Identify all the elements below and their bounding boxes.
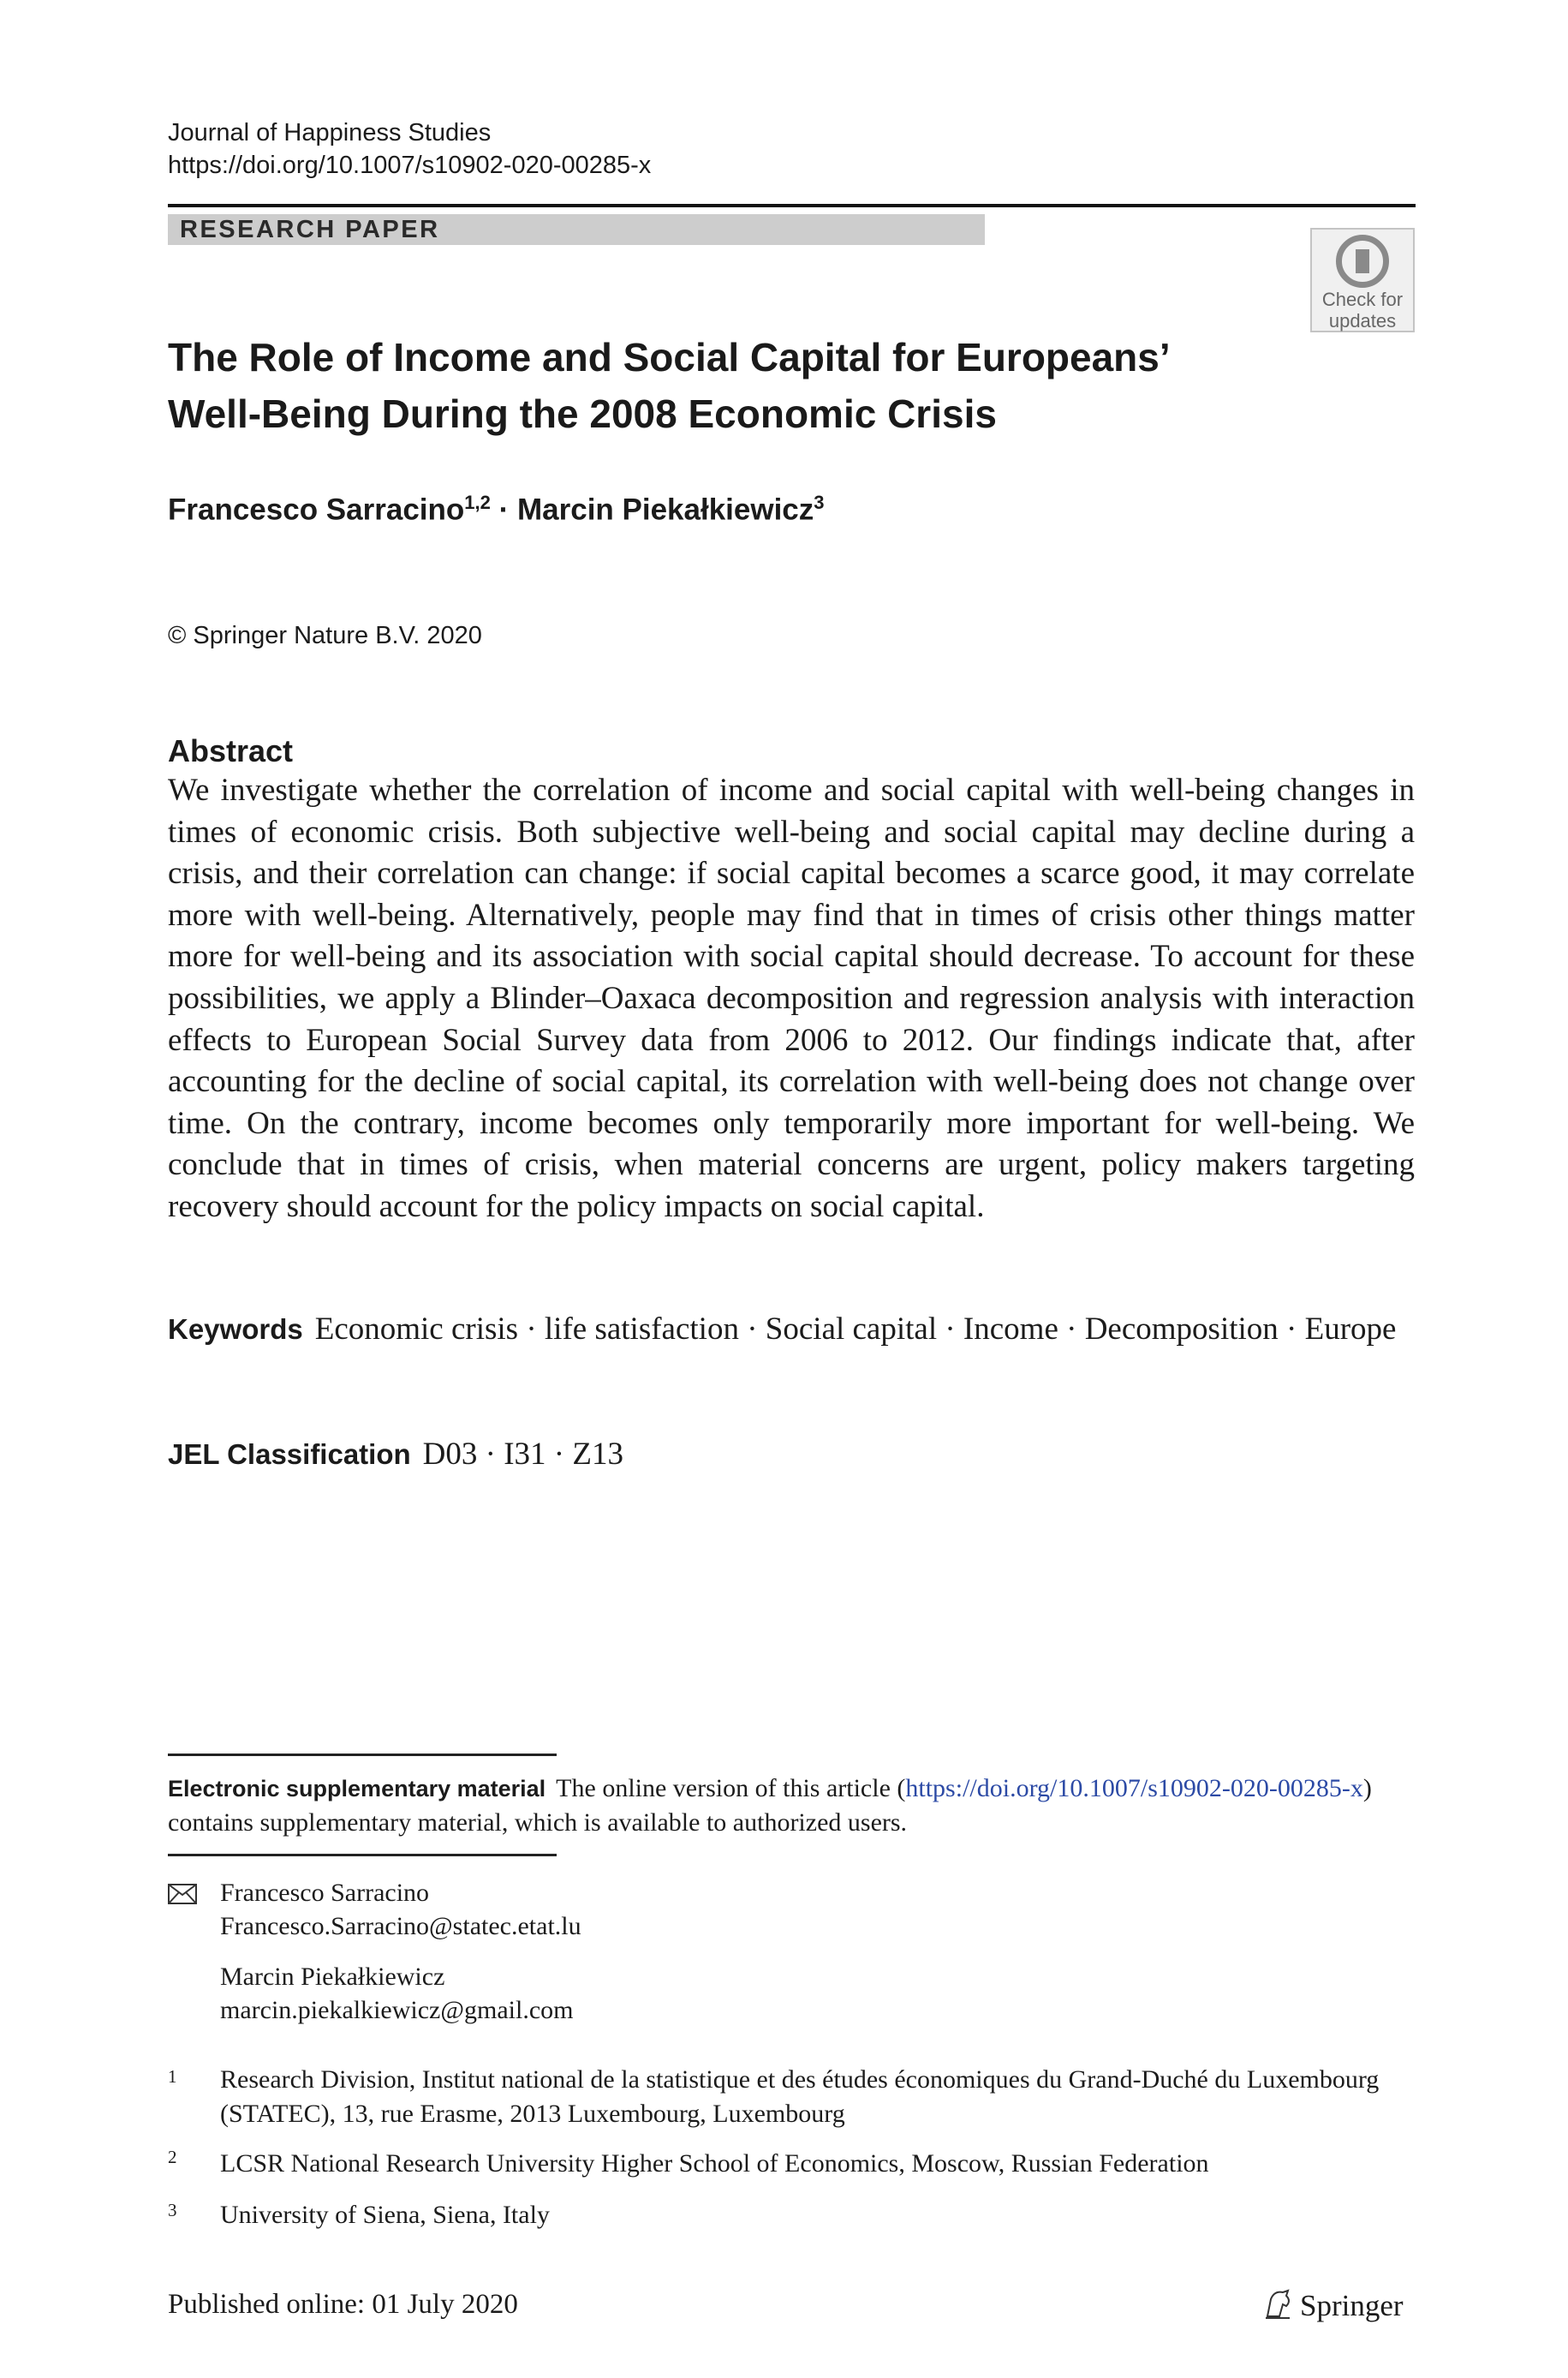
supplementary-text: The online version of this article ( bbox=[556, 1774, 906, 1802]
title-line2: Well-Being During the 2008 Economic Crisis bbox=[168, 391, 997, 436]
correspondence-email[interactable]: marcin.piekalkiewicz@gmail.com bbox=[220, 1996, 574, 2024]
authors bbox=[168, 492, 825, 528]
affiliation-text: LCSR National Research University Higher School of Economics, Moscow, Russian Federation bbox=[220, 2149, 1209, 2178]
doi-link[interactable]: https://doi.org/10.1007/s10902-020-00285-x bbox=[168, 152, 652, 179]
author-separator: · bbox=[490, 493, 517, 527]
journal-name: Journal of Happiness Studies bbox=[168, 119, 492, 146]
correspondence-entry bbox=[220, 1876, 581, 1943]
keywords bbox=[168, 1309, 1415, 1351]
footnote-rule bbox=[168, 1754, 557, 1756]
author-name[interactable]: Francesco Sarracino bbox=[168, 493, 465, 527]
copyright: © Springer Nature B.V. 2020 bbox=[168, 622, 482, 649]
badge-line1: Check for bbox=[1321, 289, 1404, 310]
supplementary-text-end: ) contains supplementary material, which is available to authorized users. bbox=[168, 1774, 1372, 1837]
paper-type-label: RESEARCH PAPER bbox=[180, 216, 440, 243]
check-for-updates-badge[interactable] bbox=[1310, 228, 1415, 332]
badge-line2: updates bbox=[1328, 310, 1397, 332]
published-date: Published online: 01 July 2020 bbox=[168, 2289, 518, 2320]
title-line1: The Role of Income and Social Capital for Europeans’ bbox=[168, 335, 1171, 379]
springer-horse-icon bbox=[1262, 2287, 1293, 2321]
correspondence-entry bbox=[220, 1960, 573, 2027]
jel-classification bbox=[168, 1434, 623, 1476]
correspondence-email[interactable]: Francesco.Sarracino@statec.etat.lu bbox=[220, 1912, 581, 1940]
author-affiliation-marker: 1,2 bbox=[464, 492, 491, 513]
correspondence-name: Marcin Piekałkiewicz bbox=[220, 1963, 445, 1991]
footnote-rule bbox=[168, 1854, 557, 1856]
keywords-text: Economic crisis · life satisfaction · Social capital · Income · Decomposition · Europe bbox=[314, 1311, 1397, 1347]
abstract-text: We investigate whether the correlation of income and social capital with well-being changes in times of economic crisis. Both subjective well-being and social capital may decline during a crisis, and their correlation can change: if social capital becomes a scarce good, it may correlate more with well-being. Alternatively, people may find that in times of crisis other things matter more for well-being and its association with social capital should decrease. To account for these possibilities, we apply a Blinder–Oaxaca decomposition and regression analysis with interaction effects to European Social Survey data from 2006 to 2012. Our findings indicate that, after accounting for the decline of social capital, its correlation with well-being does not change over time. On the contrary, income becomes only temporarily more important for well-being. We conclude that in times of crisis, when material concerns are urgent, policy makers targeting recovery should account for the policy impacts on social capital. bbox=[168, 773, 1415, 1224]
abstract-heading: Abstract bbox=[168, 733, 294, 768]
affiliation-text: University of Siena, Siena, Italy bbox=[220, 2201, 550, 2229]
author-name[interactable]: Marcin Piekałkiewicz bbox=[516, 493, 814, 527]
affiliation-number: 1 bbox=[168, 2066, 177, 2087]
correspondence-name: Francesco Sarracino bbox=[220, 1879, 430, 1907]
affiliation-number: 3 bbox=[168, 2200, 177, 2220]
envelope-icon bbox=[168, 1884, 197, 1904]
affiliation-text: Research Division, Institut national de la statistique et des études économiques du Grand-Duché du Luxembourg (STATEC), 13, rue Erasme, 2013 Luxembourg, Luxembourg bbox=[220, 2065, 1380, 2128]
bookmark-icon bbox=[1336, 235, 1389, 288]
journal-header bbox=[168, 117, 651, 182]
author-affiliation-marker: 3 bbox=[814, 492, 825, 513]
jel-label: JEL Classification bbox=[168, 1438, 411, 1470]
jel-text: D03 · I31 · Z13 bbox=[422, 1437, 623, 1472]
publisher-logo-text: Springer bbox=[1300, 2289, 1404, 2322]
supplementary-note bbox=[168, 1772, 1415, 1840]
paper-type-bar bbox=[168, 214, 985, 245]
supplementary-link[interactable]: https://doi.org/10.1007/s10902-020-00285-x bbox=[905, 1774, 1363, 1802]
affiliation-number: 2 bbox=[168, 2147, 177, 2167]
supplementary-label: Electronic supplementary material bbox=[168, 1776, 546, 1801]
header-rule bbox=[168, 204, 1416, 207]
keywords-label: Keywords bbox=[168, 1313, 303, 1345]
paper-title bbox=[168, 329, 1247, 442]
